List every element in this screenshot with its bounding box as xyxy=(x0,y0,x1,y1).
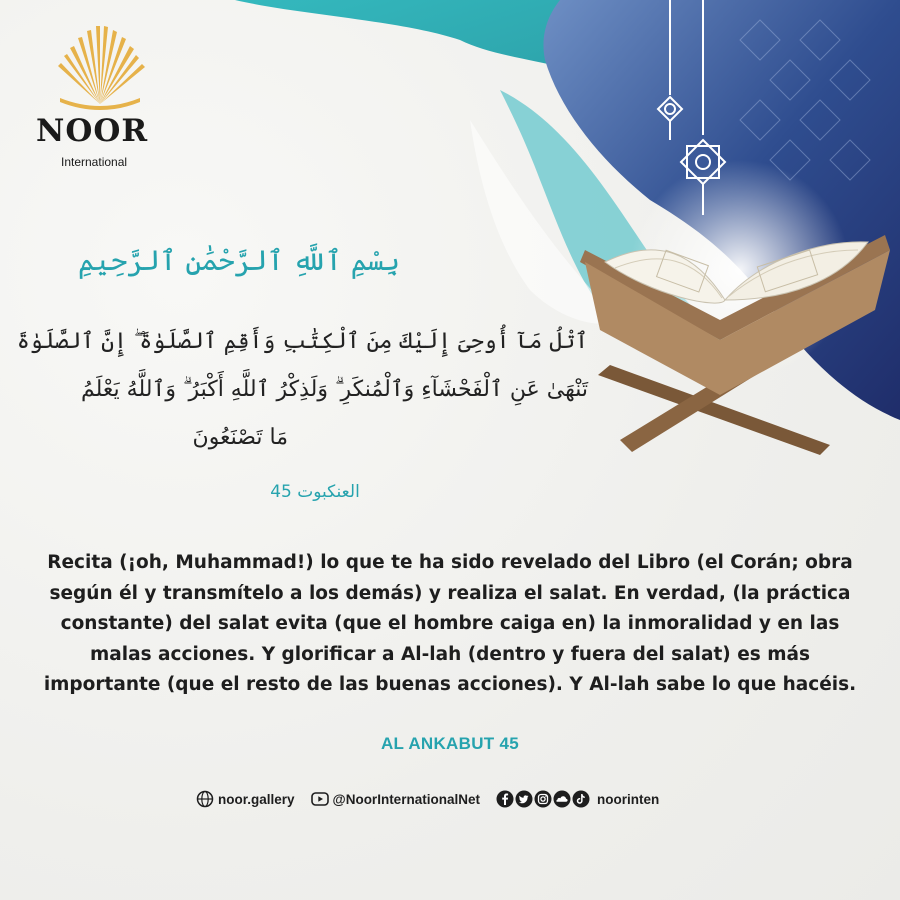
website-link[interactable] xyxy=(196,790,295,808)
arabic-verse xyxy=(16,318,588,462)
verse-translation: Recita (¡oh, Muhammad!) lo que te ha sido revelado del Libro (el Corán; obra según él y transmítelo a los demás) y realiza el salat. En verdad, (la práctica constante) del salat evita (que el hombre caiga en) la inmoralidad y en las malas acciones. Y glorificar a Al-lah (dentro y fuera del salat) es más importante (que el resto de las buenas acciones). Y Al-lah sabe lo que hacéis. xyxy=(43,552,857,695)
youtube-link[interactable] xyxy=(311,790,480,808)
tiktok-icon[interactable] xyxy=(572,790,590,808)
website-label: noor.gallery xyxy=(218,791,295,807)
facebook-icon[interactable] xyxy=(496,790,514,808)
social-handle-label: noorinten xyxy=(596,791,660,807)
verse-reference-arabic: العنكبوت 45 xyxy=(270,482,360,502)
verse-line: ٱتْلُ مَآ أُوحِىَ إِلَيْكَ مِنَ ٱلْكِتَٰبِ وَأَقِمِ ٱلصَّلَوٰةَ ۖ إِنَّ ٱلصَّلَوٰةَ xyxy=(16,329,588,354)
youtube-icon xyxy=(311,790,329,808)
verse-line: مَا تَصْنَعُونَ xyxy=(192,425,288,450)
soundcloud-icon[interactable] xyxy=(553,790,571,808)
sun-rays-icon xyxy=(30,18,170,118)
brand-name: NOOR xyxy=(36,113,149,149)
brand-subtitle: International xyxy=(61,155,128,169)
youtube-label: @NoorInternationalNet xyxy=(332,791,480,807)
verse-reference-latin: AL ANKABUT 45 xyxy=(380,734,520,753)
basmala: بِسْمِ ٱللَّهِ ٱلرَّحْمَٰنِ ٱلرَّحِيمِ xyxy=(77,244,400,277)
globe-icon xyxy=(196,790,214,808)
footer xyxy=(196,787,675,811)
verse-line: تَنْهَىٰ عَنِ ٱلْفَحْشَآءِ وَٱلْمُنكَرِ ۗ وَلَذِكْرُ ٱللَّهِ أَكْبَرُ ۗ وَٱللَّهُ يَعْلَمُ xyxy=(81,377,588,402)
twitter-icon[interactable] xyxy=(515,790,533,808)
instagram-icon[interactable] xyxy=(534,790,552,808)
social-links xyxy=(496,790,659,808)
